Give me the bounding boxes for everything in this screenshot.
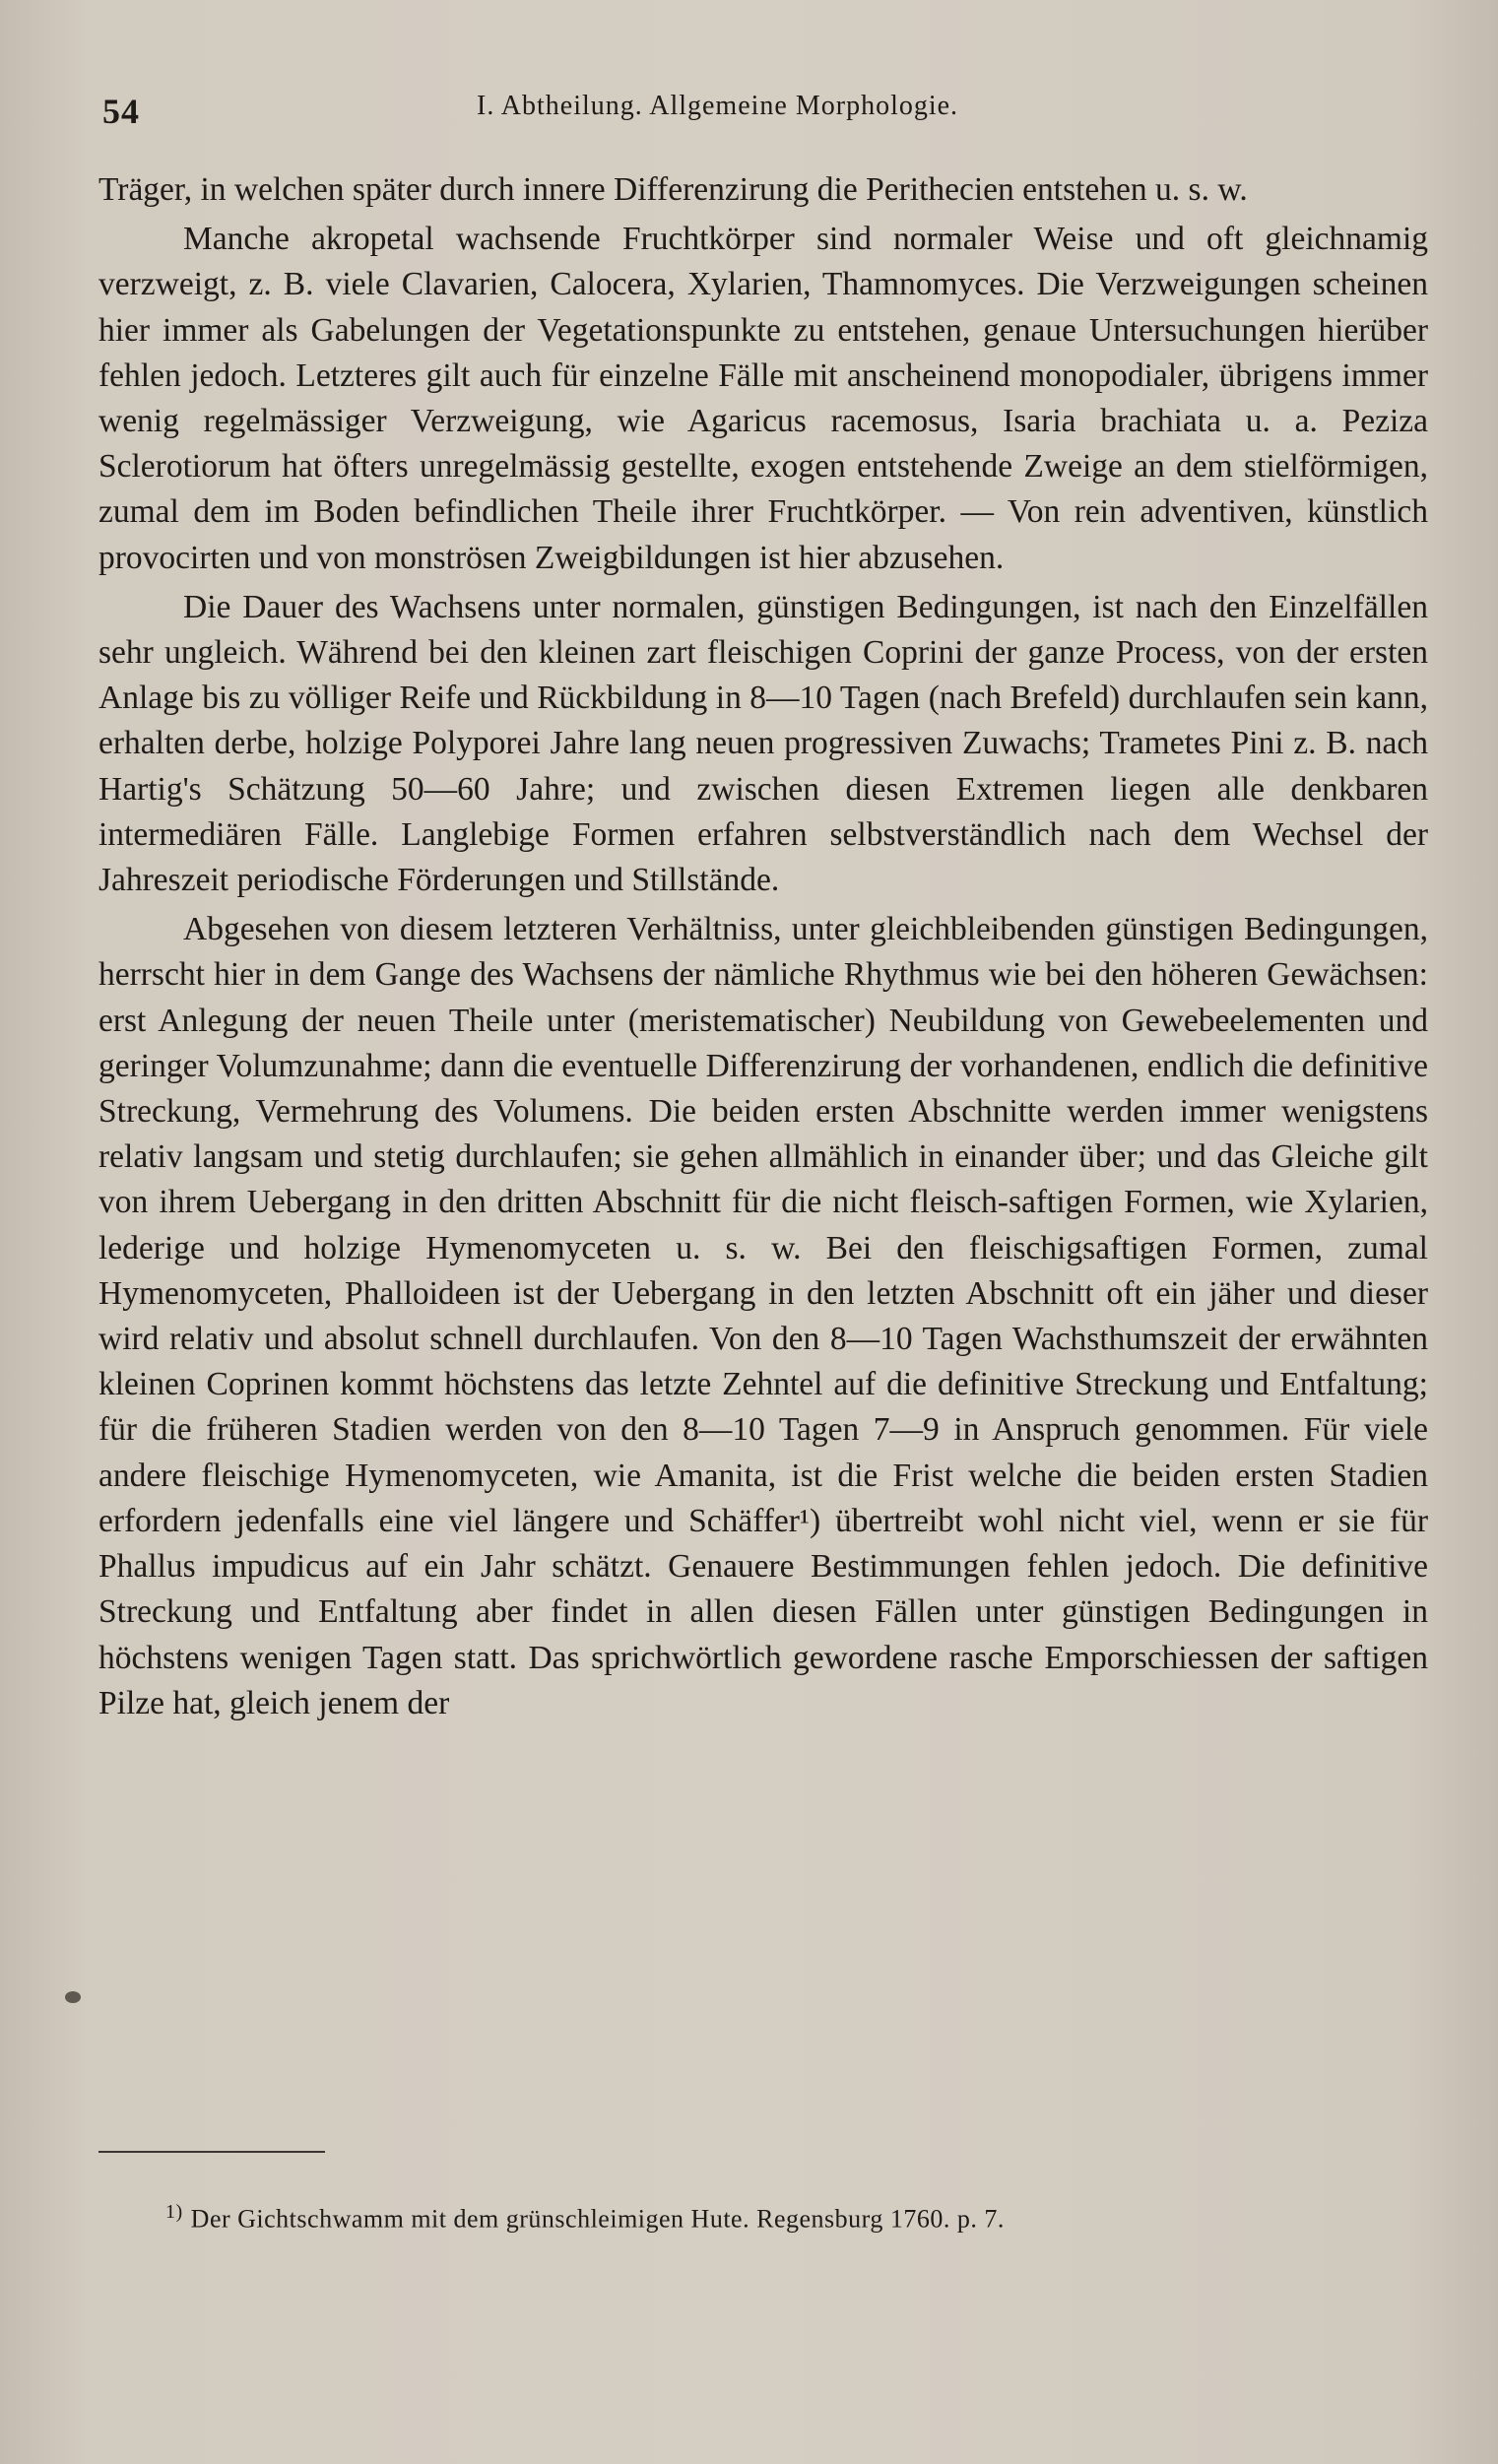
paragraph-growth-duration: Die Dauer des Wachsens unter normalen, günstigen Bedingungen, ist nach den Einzelfällen sehr ungleich. Während bei den kleinen zart fleischigen Coprini der ganze Process, von der ersten Anlage bis zu völliger Reife und Rückbildung in 8—10 Tagen (nach Brefeld) durchlaufen sein kann, erhalten derbe, holzige Polyporei Jahre lang neuen progressiven Zuwachs; Trametes Pini z. B. nach Hartig's Schätzung 50—60 Jahre; und zwischen diesen Extremen liegen alle denkbaren intermediären Fälle. Langlebige Formen erfahren selbstverständlich nach dem Wechsel der Jahreszeit periodische Förderungen und Stillstände. xyxy=(98,588,1428,899)
paragraph-continuation: Träger, in welchen später durch innere Differenzirung die Perithecien entstehen u. s. w. xyxy=(98,171,1248,208)
paragraph-branching: Manche akropetal wachsende Fruchtkörper sind normaler Weise und oft gleichnamig verzweigt, z. B. viele Clavarien, Calocera, Xylarien, Thamnomyces. Die Verzweigungen scheinen hier immer als Gabelungen der Vegetationspunkte zu entstehen, genaue Untersuchungen hierüber fehlen jedoch. Letzteres gilt auch für einzelne Fälle mit anscheinend monopodialer, übrigens immer wenig regelmässiger Verzweigung, wie Agaricus racemosus, Isaria brachiata u. a. Peziza Sclerotiorum hat öfters unregelmässig gestellte, exogen entstehende Zweige an dem stielförmigen, zumal dem im Boden befindlichen Theile ihrer Fruchtkörper. — Von rein adventiven, künstlich provocirten und von monströsen Zweigbildungen ist hier abzusehen. xyxy=(98,221,1428,576)
paragraph-growth-rhythm: Abgesehen von diesem letzteren Verhältniss, unter gleichbleibenden günstigen Bedingungen, herrscht hier in dem Gange des Wachsens der nämliche Rhythmus wie bei den höheren Gewächsen: erst Anlegung der neuen Theile unter (meristematischer) Neubildung von Gewebeelementen und geringer Volumzunahme; dann die eventuelle Differenzirung der vorhandenen, endlich die definitive Streckung, Vermehrung des Volumens. Die beiden ersten Abschnitte werden immer wenigstens relativ langsam und stetig durchlaufen; sie gehen allmählich in einander über; und das Gleiche gilt von ihrem Uebergang in den dritten Abschnitt für die nicht fleisch-saftigen Formen, wie Xylarien, lederige und holzige Hymenomyceten u. s. w. Bei den fleischigsaftigen Formen, zumal Hymenomyceten, Phalloideen ist der Uebergang in den letzten Abschnitt oft ein jäher und dieser wird relativ und absolut schnell durchlaufen. Von den 8—10 Tagen Wachsthumszeit der erwähnten kleinen Coprinen kommt höchstens das letzte Zehntel auf die definitive Streckung und Entfaltung; für die früheren Stadien werden von den 8—10 Tagen 7—9 in Anspruch genommen. Für viele andere fleischige Hymenomyceten, wie Amanita, ist die Frist welche die beiden ersten Stadien erfordern jedenfalls eine viel längere und Schäffer¹) übertreibt wohl nicht viel, wenn er sie für Phallus impudicus auf ein Jahr schätzt. Genauere Bestimmungen fehlen jedoch. Die definitive Streckung und Entfaltung aber findet in allen diesen Fällen unter günstigen Bedingungen in höchstens wenigen Tagen statt. Das sprichwörtlich gewordene rasche Emporschiessen der saftigen Pilze hat, gleich jenem der xyxy=(98,911,1428,1721)
running-head: I. Abtheilung. Allgemeine Morphologie. xyxy=(477,91,959,121)
ink-smudge xyxy=(65,1991,81,2003)
footnote-marker: 1) xyxy=(165,2201,183,2223)
footnote xyxy=(165,2201,1347,2235)
body-text xyxy=(98,167,1428,1726)
footnote-divider xyxy=(98,2151,325,2153)
page-number: 54 xyxy=(102,92,140,131)
page-header xyxy=(102,91,1427,140)
footnote-text: Der Gichtschwamm mit dem grünschleimigen Hute. Regensburg 1760. p. 7. xyxy=(190,2204,1005,2234)
